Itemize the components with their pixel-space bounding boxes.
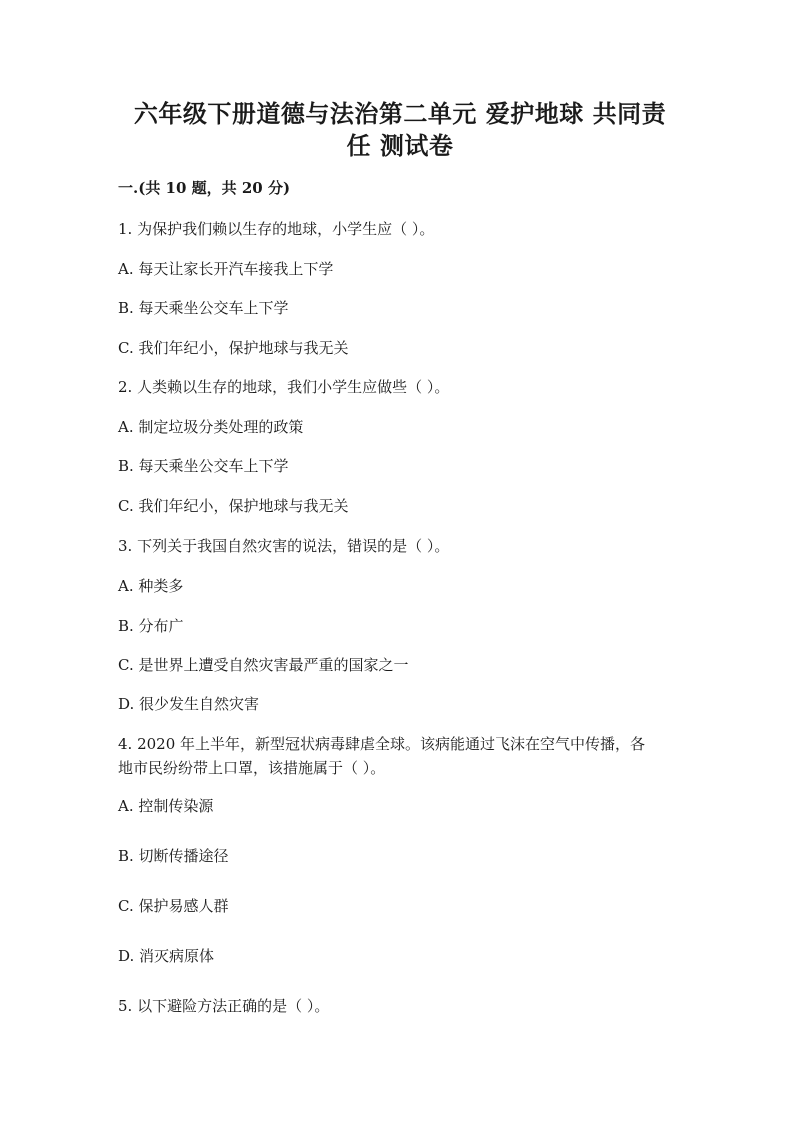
question-4-option-c: C. 保护易感人群 [118, 897, 229, 915]
question-4-stem-line-1: 4. 2020 年上半年，新型冠状病毒肆虐全球。该病能通过飞沫在空气中传播，各 [118, 735, 646, 753]
document-title-line-2: 任 测试卷 [346, 131, 454, 160]
question-2-option-b: B. 每天乘坐公交车上下学 [118, 457, 289, 475]
question-1-option-a: A. 每天让家长开汽车接我上下学 [118, 260, 334, 278]
document-title-line-1: 六年级下册道德与法治第二单元 爱护地球 共同责 [133, 99, 667, 128]
question-2-option-a: A. 制定垃圾分类处理的政策 [118, 418, 304, 436]
question-3-option-b: B. 分布广 [118, 617, 184, 635]
question-4-option-a: A. 控制传染源 [118, 797, 214, 815]
question-2-stem: 2. 人类赖以生存的地球，我们小学生应做些（ ）。 [118, 378, 450, 396]
question-4-option-b: B. 切断传播途径 [118, 847, 229, 865]
question-1-option-b: B. 每天乘坐公交车上下学 [118, 299, 289, 317]
question-4-stem-line-2: 地市民纷纷带上口罩，该措施属于（ ）。 [118, 759, 386, 777]
question-4-option-d: D. 消灭病原体 [118, 947, 215, 965]
question-3-option-d: D. 很少发生自然灾害 [118, 695, 260, 713]
question-3-stem: 3. 下列关于我国自然灾害的说法，错误的是（ ）。 [118, 537, 450, 555]
question-5-stem: 5. 以下避险方法正确的是（ ）。 [118, 997, 330, 1015]
question-3-option-a: A. 种类多 [118, 577, 184, 595]
question-1-stem: 1. 为保护我们赖以生存的地球，小学生应（ ）。 [118, 220, 435, 238]
question-2-option-c: C. 我们年纪小，保护地球与我无关 [118, 497, 349, 515]
question-1-option-c: C. 我们年纪小，保护地球与我无关 [118, 339, 349, 357]
section-heading: 一.(共 10 题，共 20 分) [118, 179, 291, 197]
question-3-option-c: C. 是世界上遭受自然灾害最严重的国家之一 [118, 656, 409, 674]
